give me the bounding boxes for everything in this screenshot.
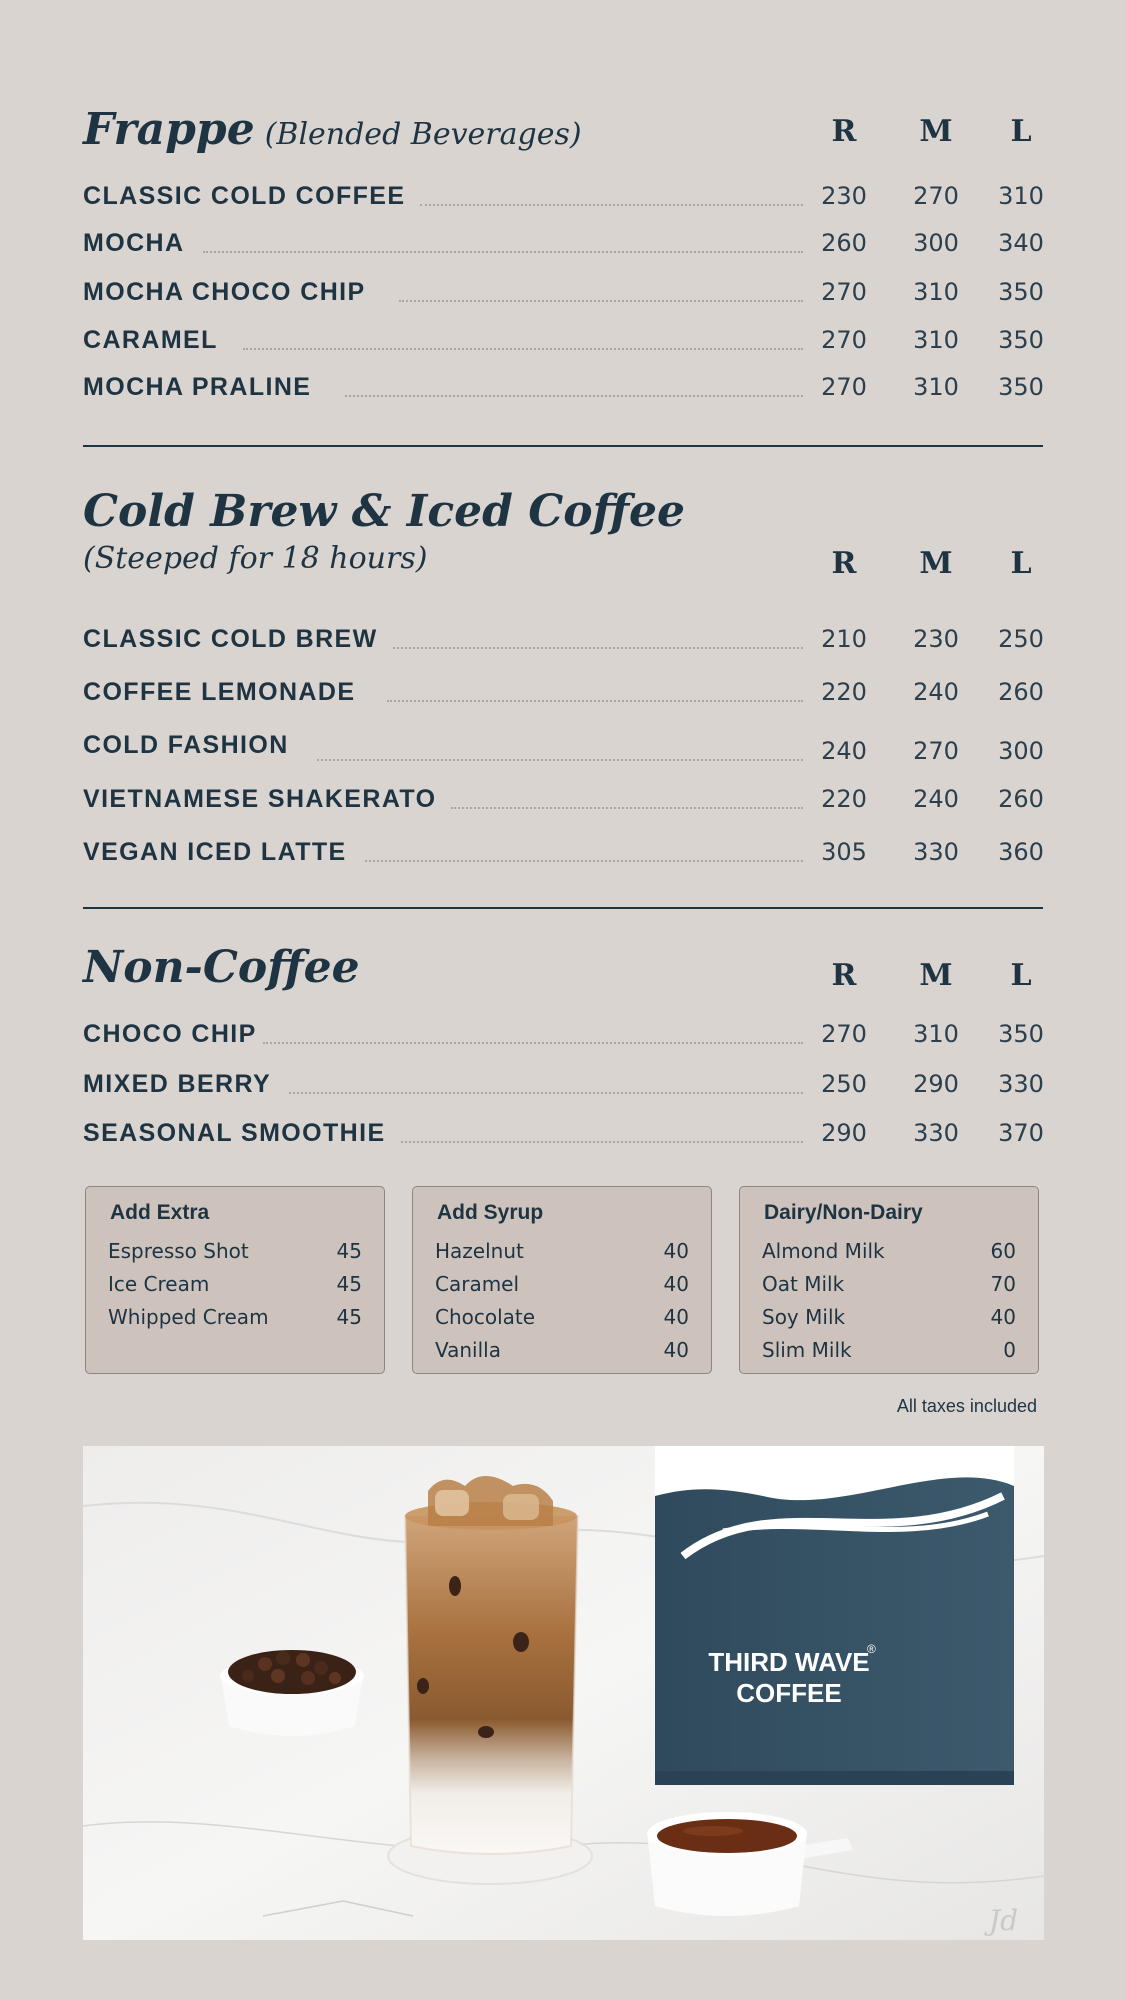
registered-mark: ® xyxy=(867,1642,876,1656)
addon-price: 60 xyxy=(990,1239,1016,1263)
price-l: 350 xyxy=(998,326,1044,354)
size-header-m: M xyxy=(919,546,953,581)
price-r: 260 xyxy=(821,229,867,257)
price-l: 340 xyxy=(998,229,1044,257)
product-photo-art xyxy=(83,1446,1044,1940)
addon-label: Hazelnut xyxy=(435,1239,524,1263)
price-r: 250 xyxy=(821,1070,867,1098)
addon-label: Whipped Cream xyxy=(108,1305,269,1329)
addon-box-title: Add Extra xyxy=(110,1201,210,1224)
size-header-m: M xyxy=(919,114,953,149)
addon-box-dairy xyxy=(739,1186,1039,1374)
price-r: 270 xyxy=(821,326,867,354)
brand-line2: COFFEE xyxy=(736,1678,842,1708)
price-m: 310 xyxy=(913,326,959,354)
dot-leader xyxy=(420,204,803,206)
item-name: MOCHA xyxy=(83,229,198,258)
product-photo xyxy=(83,1446,1044,1940)
addon-label: Vanilla xyxy=(435,1338,501,1362)
menu-item-row xyxy=(83,373,1043,409)
price-m: 270 xyxy=(913,737,959,765)
item-name: MIXED BERRY xyxy=(83,1070,285,1099)
price-l: 370 xyxy=(998,1119,1044,1147)
price-l: 260 xyxy=(998,678,1044,706)
price-m: 310 xyxy=(913,373,959,401)
price-l: 260 xyxy=(998,785,1044,813)
section-divider xyxy=(83,907,1043,909)
menu-item-row xyxy=(83,838,1043,874)
price-r: 220 xyxy=(821,678,867,706)
addon-box-title: Add Syrup xyxy=(437,1201,544,1224)
price-m: 240 xyxy=(913,678,959,706)
addon-price: 45 xyxy=(336,1272,362,1296)
section-title: Non-Coffee xyxy=(83,942,360,993)
price-r: 290 xyxy=(821,1119,867,1147)
price-r: 270 xyxy=(821,278,867,306)
menu-item-row xyxy=(83,785,1043,821)
addon-price: 70 xyxy=(990,1272,1016,1296)
addon-label: Espresso Shot xyxy=(108,1239,249,1263)
price-r: 270 xyxy=(821,373,867,401)
price-m: 290 xyxy=(913,1070,959,1098)
item-name: CLASSIC COLD BREW xyxy=(83,625,392,654)
item-name: VIETNAMESE SHAKERATO xyxy=(83,785,451,814)
price-r: 240 xyxy=(821,737,867,765)
dot-leader xyxy=(317,759,803,761)
menu-item-row xyxy=(83,278,1043,314)
addon-price: 40 xyxy=(663,1239,689,1263)
price-r: 230 xyxy=(821,182,867,210)
addon-label: Chocolate xyxy=(435,1305,536,1329)
size-header-m: M xyxy=(919,958,953,993)
item-name: COFFEE LEMONADE xyxy=(83,678,369,707)
size-header-r: R xyxy=(831,958,857,993)
price-m: 300 xyxy=(913,229,959,257)
price-r: 220 xyxy=(821,785,867,813)
addon-price: 45 xyxy=(336,1239,362,1263)
size-header-l: L xyxy=(1010,546,1032,581)
menu-item-row xyxy=(83,678,1043,714)
addon-price: 45 xyxy=(336,1305,362,1329)
price-m: 310 xyxy=(913,278,959,306)
addon-box-title: Dairy/Non-Dairy xyxy=(764,1201,923,1224)
dot-leader xyxy=(345,395,803,397)
price-l: 350 xyxy=(998,373,1044,401)
addon-price: 40 xyxy=(663,1305,689,1329)
price-l: 350 xyxy=(998,278,1044,306)
addon-box-syrup xyxy=(412,1186,712,1374)
menu-item-row xyxy=(83,326,1043,362)
item-name: SEASONAL SMOOTHIE xyxy=(83,1119,400,1148)
price-m: 310 xyxy=(913,1020,959,1048)
dot-leader xyxy=(263,1042,803,1044)
item-name: CHOCO CHIP xyxy=(83,1020,257,1048)
price-m: 270 xyxy=(913,182,959,210)
item-name: COLD FASHION xyxy=(83,731,303,760)
addon-label: Soy Milk xyxy=(762,1305,846,1329)
menu-item-row xyxy=(83,731,1043,767)
section-title-suffix: (Blended Beverages) xyxy=(264,117,582,152)
addon-price: 40 xyxy=(663,1272,689,1296)
dot-leader xyxy=(393,1141,803,1143)
addon-price: 40 xyxy=(990,1305,1016,1329)
section-subtitle: (Steeped for 18 hours) xyxy=(83,541,428,576)
dot-leader xyxy=(451,807,803,809)
dot-leader xyxy=(243,348,803,350)
price-r: 210 xyxy=(821,625,867,653)
menu-item-row xyxy=(83,1020,1043,1056)
dot-leader xyxy=(365,860,803,862)
size-header-r: R xyxy=(831,546,857,581)
menu-item-row xyxy=(83,1119,1043,1155)
dot-leader xyxy=(385,647,803,649)
price-l: 250 xyxy=(998,625,1044,653)
addon-label: Ice Cream xyxy=(108,1272,210,1296)
price-r: 305 xyxy=(821,838,867,866)
addon-label: Slim Milk xyxy=(762,1338,852,1362)
dot-leader xyxy=(399,300,803,302)
menu-item-row xyxy=(83,625,1043,661)
price-l: 300 xyxy=(998,737,1044,765)
size-header-r: R xyxy=(831,114,857,149)
brand-line1: THIRD WAVE xyxy=(708,1647,870,1677)
dot-leader xyxy=(203,251,803,253)
price-l: 360 xyxy=(998,838,1044,866)
price-l: 330 xyxy=(998,1070,1044,1098)
menu-item-row xyxy=(83,1070,1043,1106)
price-m: 230 xyxy=(913,625,959,653)
addon-box-extra xyxy=(85,1186,385,1374)
addon-price: 40 xyxy=(663,1338,689,1362)
addon-label: Almond Milk xyxy=(762,1239,885,1263)
addon-label: Caramel xyxy=(435,1272,520,1296)
item-name: CARAMEL xyxy=(83,326,232,355)
price-l: 310 xyxy=(998,182,1044,210)
price-l: 350 xyxy=(998,1020,1044,1048)
price-m: 330 xyxy=(913,838,959,866)
dot-leader xyxy=(387,700,803,702)
section-divider xyxy=(83,445,1043,447)
item-name: MOCHA CHOCO CHIP xyxy=(83,278,380,307)
dot-leader xyxy=(289,1092,803,1094)
addon-label: Oat Milk xyxy=(762,1272,845,1296)
price-m: 240 xyxy=(913,785,959,813)
price-m: 330 xyxy=(913,1119,959,1147)
section-title: Frappe xyxy=(83,104,255,155)
taxes-note: All taxes included xyxy=(896,1396,1037,1416)
watermark-logo: Jd xyxy=(988,1904,1018,1937)
item-name: MOCHA PRALINE xyxy=(83,373,325,402)
item-name: VEGAN ICED LATTE xyxy=(83,838,361,867)
menu-item-row xyxy=(83,229,1043,265)
menu-item-row xyxy=(83,182,1043,218)
addon-price: 0 xyxy=(1003,1338,1016,1362)
size-header-l: L xyxy=(1010,114,1032,149)
size-header-l: L xyxy=(1010,958,1032,993)
section-title: Cold Brew & Iced Coffee xyxy=(83,486,685,537)
price-r: 270 xyxy=(821,1020,867,1048)
item-name: CLASSIC COLD COFFEE xyxy=(83,182,419,211)
